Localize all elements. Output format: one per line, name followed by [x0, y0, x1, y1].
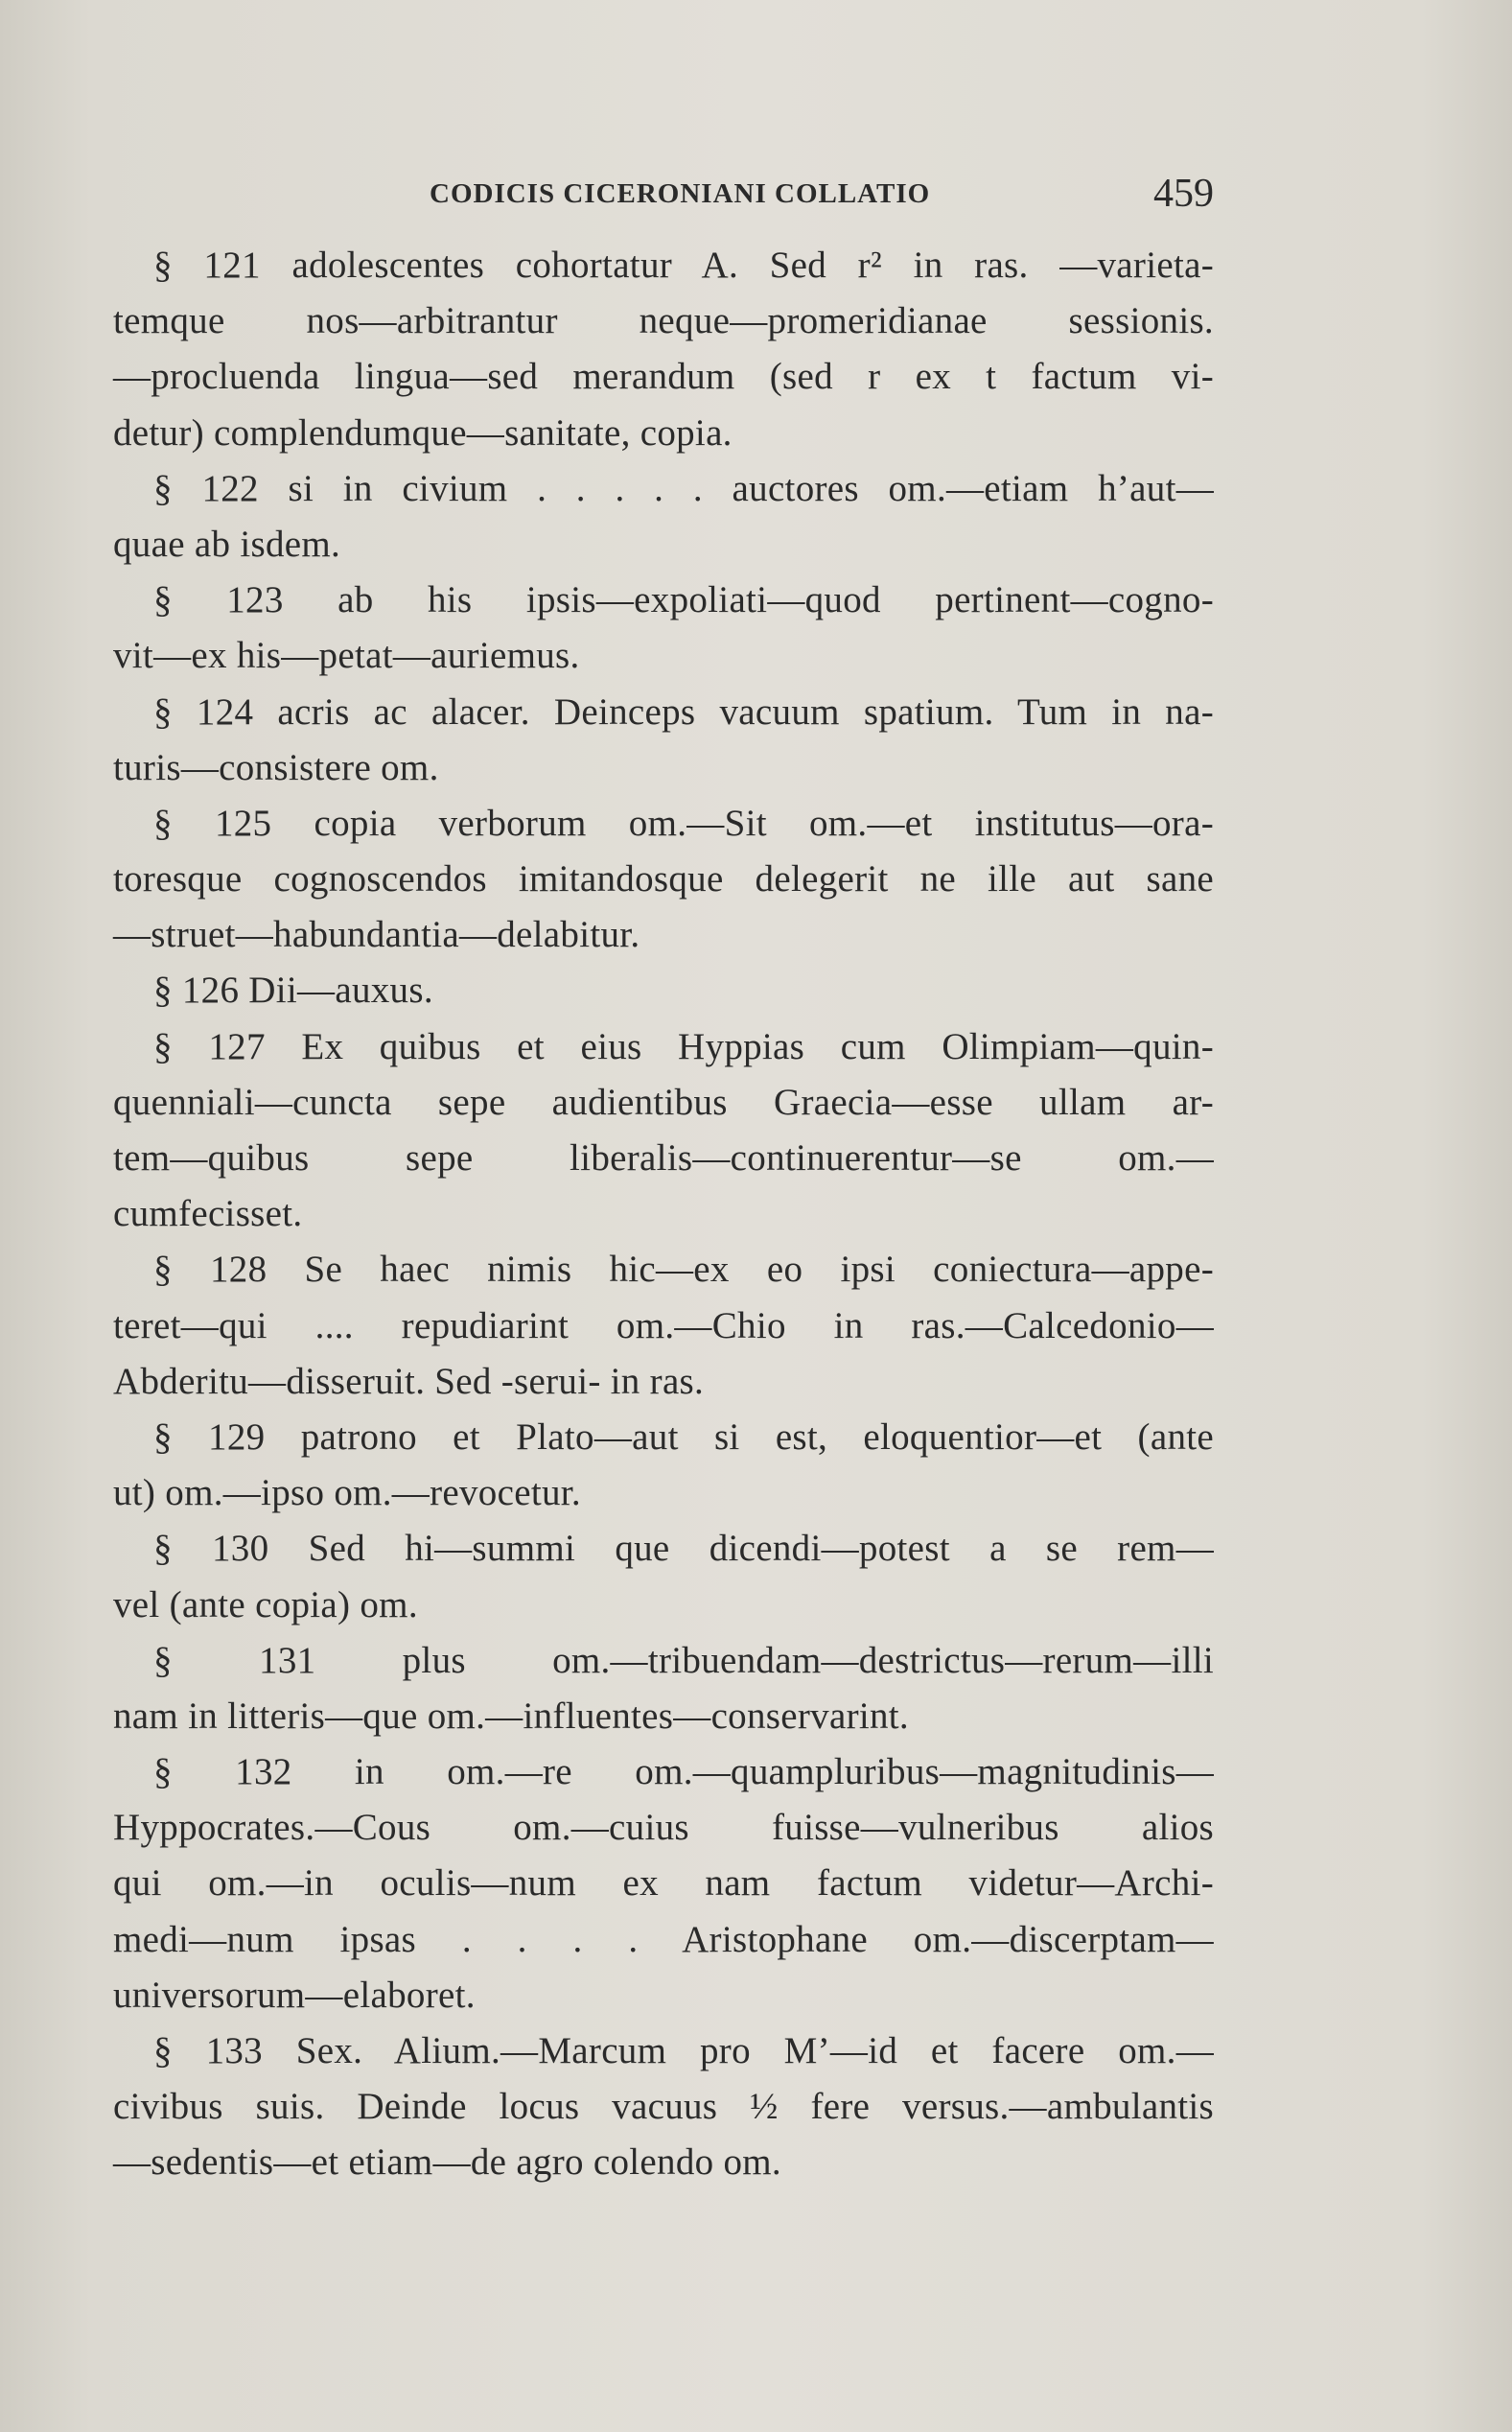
text-line: tem—quibus sepe liberalis—continuerentur—se om.—: [113, 1137, 1214, 1179]
text-line: § 128 Se haec nimis hic—ex eo ipsi coniectura—appe-: [153, 1249, 1214, 1291]
text-line: § 130 Sed hi—summi que dicendi—potest a se rem—: [153, 1528, 1214, 1570]
text-line: nam in litteris—que om.—influentes—conservarint.: [113, 1695, 909, 1737]
text-line: vit—ex his—petat—auriemus.: [113, 635, 580, 677]
text-line: teret—qui .... repudiarint om.—Chio in ras.—Calcedonio—: [113, 1304, 1214, 1346]
text-line: § 133 Sex. Alium.—Marcum pro M’—id et facere om.—: [153, 2030, 1214, 2071]
text-line: § 129 patrono et Plato—aut si est, eloquentior—et (ante: [153, 1415, 1214, 1458]
text-line: turis—consistere om.: [113, 746, 439, 788]
text-line: Hyppocrates.—Cous om.—cuius fuisse—vulneribus alios: [113, 1807, 1214, 1849]
text-line: § 124 acris ac alacer. Deinceps vacuum spatium. Tum in na-: [153, 690, 1214, 733]
text-line: quae ab isdem.: [113, 523, 341, 565]
text-line: § 122 si in civium . . . . . auctores om.—etiam h’aut—: [153, 467, 1214, 509]
text-line: quenniali—cuncta sepe audientibus Graecia—esse ullam ar-: [113, 1081, 1214, 1123]
text-line: qui om.—in oculis—num ex nam factum videtur—Archi-: [113, 1862, 1214, 1905]
page-number: 459: [1153, 172, 1214, 216]
text-line: —procluenda lingua—sed merandum (sed r ex t factum vi-: [113, 356, 1214, 398]
text-line: universorum—elaboret.: [113, 1974, 476, 2016]
text-line: § 126 Dii—auxus.: [153, 970, 433, 1012]
text-line: vel (ante copia) om.: [113, 1583, 418, 1625]
running-title: CODICIS CICERONIANI COLLATIO: [430, 178, 931, 209]
text-line: ut) om.—ipso om.—revocetur.: [113, 1472, 581, 1514]
text-line: § 132 in om.—re om.—quampluribus—magnitudinis—: [153, 1751, 1214, 1793]
text-line: § 123 ab his ipsis—expoliati—quod pertinent—cogno-: [153, 579, 1214, 621]
text-line: § 121 adolescentes cohortatur A. Sed r² in ras. —varieta-: [153, 245, 1214, 286]
text-line: civibus suis. Deinde locus vacuus ½ fere versus.—ambulantis: [113, 2086, 1214, 2128]
collation-text: [113, 238, 1214, 2191]
text-line: medi—num ipsas . . . . Aristophane om.—discerptam—: [113, 1918, 1214, 1960]
text-line: —struet—habundantia—delabitur.: [113, 914, 640, 956]
text-line: —sedentis—et etiam—de agro colendo om.: [113, 2141, 781, 2184]
text-line: § 127 Ex quibus et eius Hyppias cum Olimpiam—quin-: [153, 1025, 1214, 1067]
text-line: temque nos—arbitrantur neque—promeridianae sessionis.: [113, 300, 1214, 342]
text-line: cumfecisset.: [113, 1193, 303, 1235]
running-head: [113, 171, 1214, 219]
text-line: § 131 plus om.—tribuendam—destrictus—rerum—illi: [153, 1639, 1214, 1681]
text-line: § 125 copia verborum om.—Sit om.—et institutus—ora-: [153, 802, 1214, 844]
text-line: toresque cognoscendos imitandosque delegerit ne ille aut sane: [113, 858, 1214, 900]
text-line: detur) complendumque—sanitate, copia.: [113, 411, 733, 454]
text-line: Abderitu—disseruit. Sed -serui- in ras.: [113, 1360, 705, 1402]
